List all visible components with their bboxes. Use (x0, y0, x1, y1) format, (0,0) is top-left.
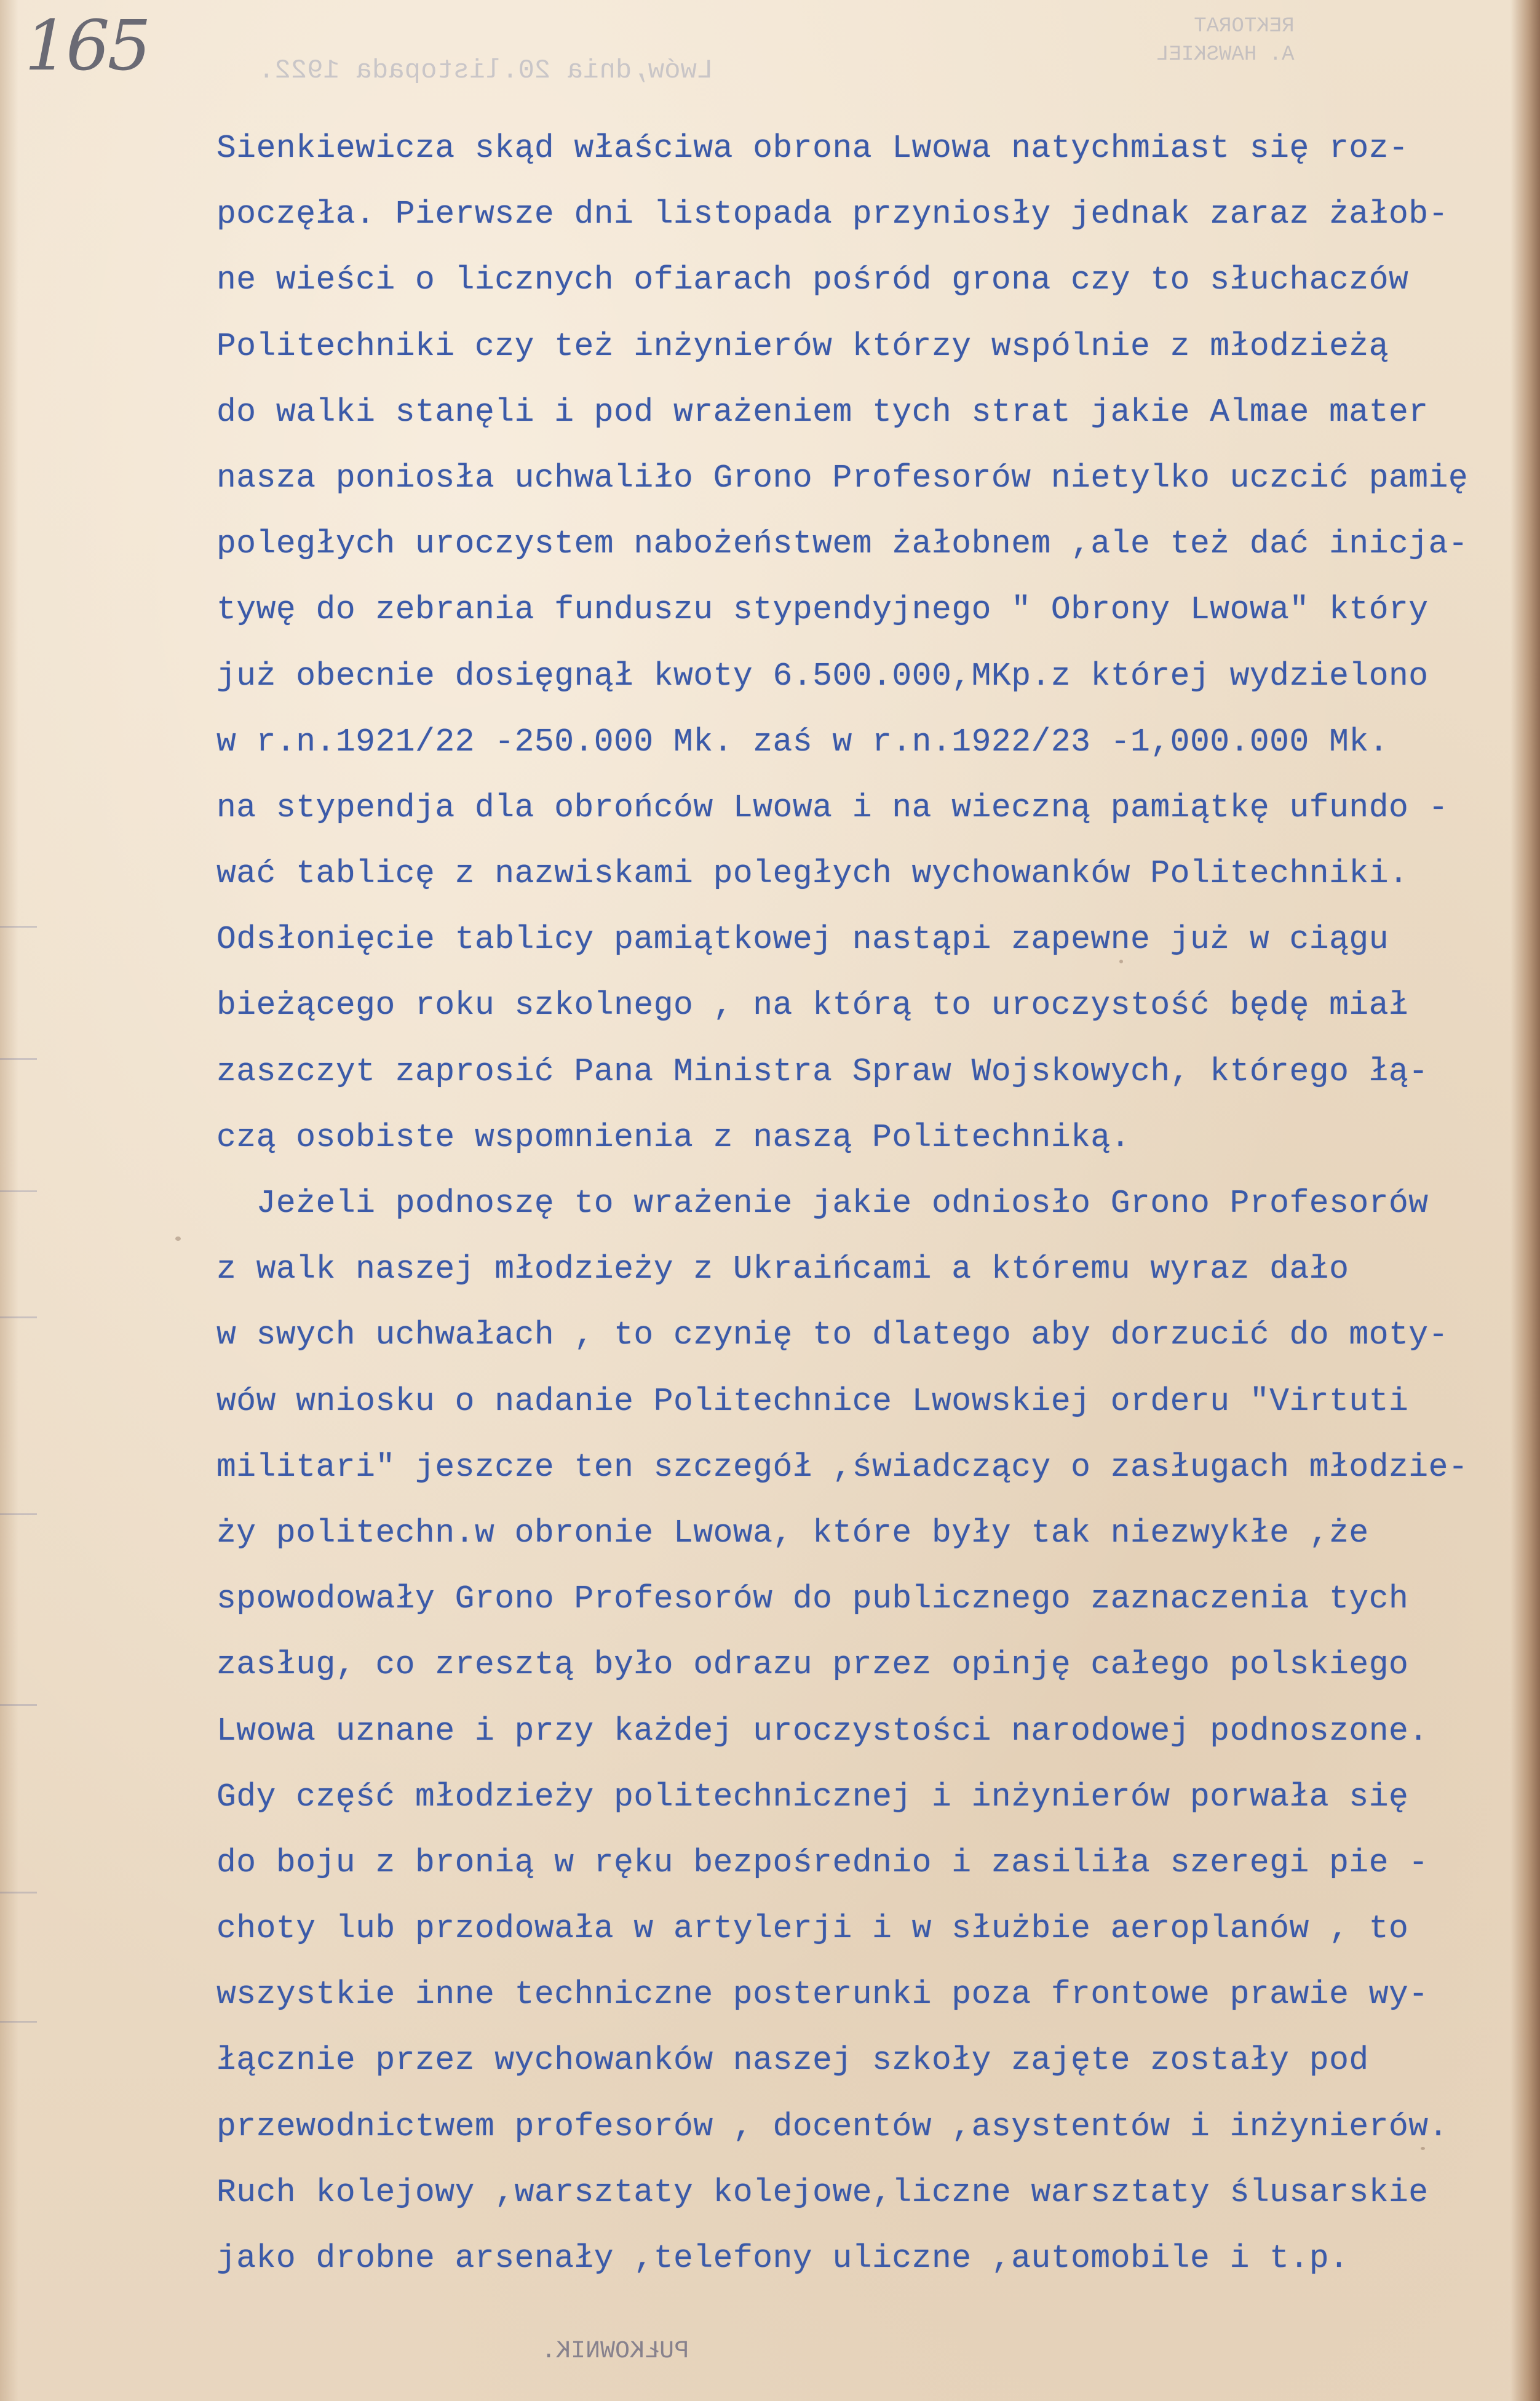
text-line: do boju z bronią w ręku bezpośrednio i zasiliła szeregi pie - (216, 1844, 1429, 1881)
margin-dash (0, 1704, 37, 1706)
page-left-shadow (0, 0, 18, 2401)
text-line: z walk naszej młodzieży z Ukraińcami a któremu wyraz dało (216, 1251, 1349, 1288)
text-line: jako drobne arsenały ,telefony uliczne ,automobile i t.p. (216, 2240, 1349, 2277)
text-line: Odsłonięcie tablicy pamiątkowej nastąpi zapewne już w ciągu (216, 921, 1389, 958)
text-line: militari" jeszcze ten szczegół ,świadczący o zasługach młodzie- (216, 1448, 1469, 1486)
margin-dash (0, 1316, 37, 1318)
text-line: tywę do zebrania funduszu stypendyjnego " Obrony Lwowa" który (216, 591, 1429, 629)
text-line: choty lub przodowała w artylerji i w służbie aeroplanów , to (216, 1910, 1409, 1948)
text-line: nasza poniosła uchwaliło Grono Profesorów nietylko uczcić pamię (216, 459, 1469, 496)
margin-dash (0, 1058, 37, 1060)
text-line: bieżącego roku szkolnego , na którą to uroczystość będę miał (216, 987, 1409, 1024)
text-line: Sienkiewicza skąd właściwa obrona Lwowa natychmiast się roz- (216, 130, 1409, 167)
text-line: łącznie przez wychowanków naszej szkoły zajęte zostały pod (216, 2042, 1369, 2079)
bleed-through-stamp-name: A. HAWSKIEL (1156, 43, 1295, 66)
page-right-edge (1510, 0, 1540, 2401)
text-line: już obecnie dosięgnął kwoty 6.500.000,MKp.z której wydzielono (216, 657, 1429, 695)
page-folio-number: 165 (25, 6, 149, 86)
text-line: czą osobiste wspomnienia z naszą Politechniką. (216, 1118, 1131, 1156)
margin-dash (0, 1892, 37, 1893)
margin-dash (0, 1513, 37, 1515)
bleed-through-stamp-title: REKTORAT (1194, 15, 1295, 38)
text-line: w r.n.1921/22 -250.000 Mk. zaś w r.n.1922/23 -1,000.000 Mk. (216, 723, 1389, 760)
text-line: poległych uroczystem nabożeństwem żałobnem ,ale też dać inicja- (216, 525, 1469, 563)
bleed-through-stamp (1156, 12, 1294, 69)
text-line: na stypendja dla obrońców Lwowa i na wieczną pamiątkę ufundo - (216, 789, 1448, 826)
margin-dash (0, 2021, 37, 2023)
margin-dash (0, 926, 37, 928)
bleed-through-date: Lwów,dnia 20.listopada 1922. (258, 55, 713, 86)
text-line: wać tablicę z nazwiskami poległych wychowanków Politechniki. (216, 855, 1409, 893)
text-line: przewodnictwem profesorów , docentów ,asystentów i inżynierów. (216, 2108, 1448, 2145)
text-line: Jeżeli podnoszę to wrażenie jakie odniosło Grono Profesorów (216, 1185, 1429, 1222)
typewritten-body (216, 116, 1508, 2292)
text-line: spowodowały Grono Profesorów do publicznego zaznaczenia tych (216, 1580, 1409, 1618)
text-line: Politechniki czy też inżynierów którzy wspólnie z młodzieżą (216, 327, 1389, 365)
text-line: do walki stanęli i pod wrażeniem tych strat jakie Almae mater (216, 393, 1429, 431)
bleed-through-footer: PUŁKOWNIK. (541, 2338, 689, 2365)
text-line: Lwowa uznane i przy każdej uroczystości narodowej podnoszone. (216, 1712, 1429, 1750)
text-line: zaszczyt zaprosić Pana Ministra Spraw Wojskowych, którego łą- (216, 1053, 1429, 1090)
margin-dash (0, 1190, 37, 1192)
paper-speck (175, 1236, 181, 1241)
text-line: wszystkie inne techniczne posterunki poza frontowe prawie wy- (216, 1976, 1429, 2013)
text-line: ne wieści o licznych ofiarach pośród grona czy to słuchaczów (216, 261, 1409, 299)
text-line: wów wniosku o nadanie Politechnice Lwowskiej orderu "Virtuti (216, 1382, 1409, 1420)
text-line: Gdy część młodzieży politechnicznej i inżynierów porwała się (216, 1778, 1409, 1815)
text-line: w swych uchwałach , to czynię to dlatego aby dorzucić do moty- (216, 1316, 1448, 1354)
text-line: Ruch kolejowy ,warsztaty kolejowe,liczne warsztaty ślusarskie (216, 2173, 1429, 2211)
text-line: zasług, co zresztą było odrazu przez opinję całego polskiego (216, 1646, 1409, 1684)
text-line: poczęła. Pierwsze dni listopada przyniosły jednak zaraz żałob- (216, 196, 1448, 233)
text-line: ży politechn.w obronie Lwowa, które były tak niezwykłe ,że (216, 1514, 1369, 1551)
